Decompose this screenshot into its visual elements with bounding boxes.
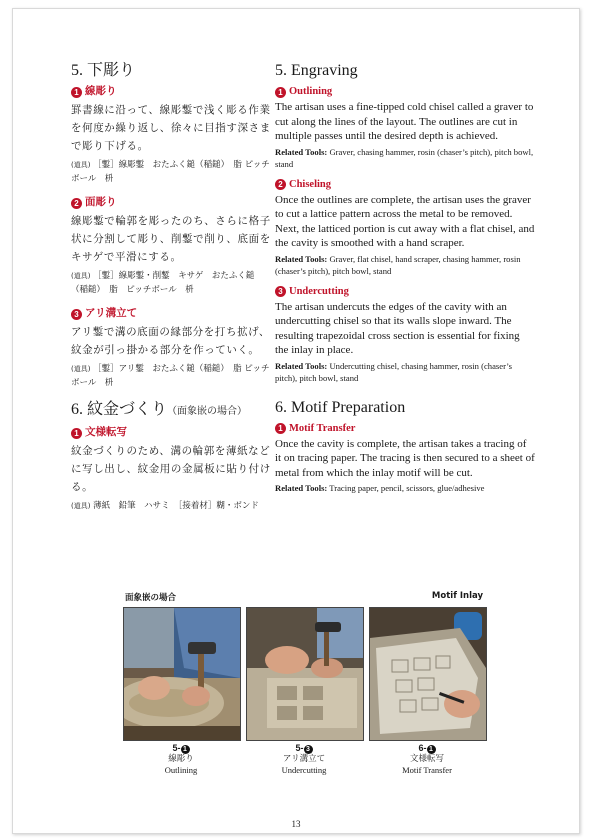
photo-strip <box>123 591 485 787</box>
section-5-title-ja: 5. 下彫り <box>71 62 136 79</box>
undercutting-body-ja: アリ鏨で溝の底面の縁部分を打ち拡げ、紋金が引っ掛かる部分を作っていく。 <box>71 326 270 356</box>
caption-left: 面象嵌の場合 <box>125 593 177 603</box>
page <box>12 8 580 834</box>
outlining-body-ja: 罫書線に沿って、線彫鏨で浅く彫る作業を何度か繰り返し、徐々に目指す深さまで彫り下げる。 <box>71 104 271 152</box>
step-number-badge: 3 <box>304 745 313 754</box>
photo-undercutting-illustration <box>247 608 363 740</box>
undercutting-tools-en: Related Tools: Undercutting chisel, chasing hammer, rosin (chaser’s pitch), pitch bowl, stand <box>275 360 512 383</box>
photo-label-motif-transfer: 6- 1 文様転写 Motif Transfer <box>402 743 452 775</box>
chiseling-body-en: Once the outlines are complete, the artisan uses the graver to cut a lattice pattern across the metal to be removed. Next, the latticed portion is cut away with a flat chisel, and the cavity is smoothed with a hand scraper. <box>275 193 535 249</box>
step-number-badge: 1 <box>71 87 82 98</box>
chiseling-heading-en <box>275 178 535 192</box>
motif-transfer-tools-en: Related Tools: Tracing paper, pencil, scissors, glue/adhesive <box>275 483 485 493</box>
photo-motif-transfer-illustration <box>370 608 486 740</box>
photo-outlining-illustration <box>124 608 240 740</box>
step-number-badge: 3 <box>275 286 286 297</box>
undercutting-heading-en <box>275 285 535 299</box>
chiseling-label-ja: 面彫り <box>85 197 117 208</box>
step-number-badge: 1 <box>181 745 190 754</box>
motif-transfer-label-ja: 文様転写 <box>85 427 127 438</box>
japanese-column <box>71 61 271 523</box>
step-number-badge: 1 <box>71 428 82 439</box>
chiseling-body-ja: 線彫鏨で輪郭を彫ったのち、さらに格子状に分割して彫り、削鏨で削り、底面をキサゲで平滑にする。 <box>71 215 271 263</box>
section-5-title-en: 5. Engraving <box>275 62 358 79</box>
step-number-badge: 1 <box>275 423 286 434</box>
motif-transfer-heading-ja <box>71 426 271 440</box>
english-column <box>275 61 535 502</box>
chiseling-label-en: Chiseling <box>289 178 332 190</box>
outlining-label-en: Outlining <box>289 86 333 97</box>
undercutting-label-en: Undercutting <box>289 285 349 297</box>
photo-strip-caption <box>123 591 485 605</box>
caption-right: Motif Inlay <box>431 591 483 601</box>
motif-transfer-tools-ja: (道具) 薄紙 鉛筆 ハサミ ［接着材］糊・ボンド <box>71 501 259 511</box>
photo-row <box>123 607 485 739</box>
photo-label-outlining: 5- 1 線彫り Outlining <box>164 743 198 775</box>
undercutting-tools-ja: (道具) ［鏨］アリ鏨 おたふく鎚（稲鎚） 脂 ピッチボール 枡 <box>71 364 270 388</box>
photo-labels <box>123 743 485 787</box>
outlining-heading-en <box>275 85 535 99</box>
motif-transfer-body-en: Once the cavity is complete, the artisan takes a tracing of it on tracing paper. The tracing is then secured to a sheet of metal from which the inlay motif will be cut. <box>275 437 535 479</box>
step-number-badge: 2 <box>275 179 286 190</box>
chiseling-tools-ja: (道具) ［鏨］線彫鏨・削鏨 キサゲ おたふく鎚（稲鎚） 脂 ピッチボール 枡 <box>71 271 255 295</box>
outlining-tools-en: Related Tools: Graver, chasing hammer, rosin (chaser’s pitch), pitch bowl, stand <box>275 146 534 169</box>
step-number-badge: 2 <box>71 198 82 209</box>
step-number-badge: 3 <box>71 309 82 320</box>
step-number-badge: 1 <box>275 87 286 98</box>
undercutting-body-en: The artisan undercuts the edges of the cavity with an undercutting chisel so that its walls slope inward. The resulting trapezoidal cross section is essential for fixing the inlay in place. <box>275 300 520 356</box>
section-6-title-ja: 6. 紋金づくり（面象嵌の場合） <box>71 401 248 418</box>
outlining-tools-ja: (道具) ［鏨］線彫鏨 おたふく鎚（稲鎚） 脂 ピッチボール 枡 <box>71 160 270 184</box>
chiseling-heading-ja <box>71 196 271 210</box>
motif-transfer-body-ja: 紋金づくりのため、溝の輪郭を薄紙などに写し出し、紋金用の金属板に貼り付ける。 <box>71 445 271 493</box>
section-6-title-en: 6. Motif Preparation <box>275 398 406 416</box>
photo-motif-transfer <box>369 607 487 741</box>
outlining-label-ja: 線彫り <box>85 86 117 97</box>
undercutting-heading-ja <box>71 307 271 321</box>
outlining-heading-ja <box>71 85 271 99</box>
motif-transfer-label-en: Motif Transfer <box>289 422 356 434</box>
page-number: 13 <box>291 819 301 829</box>
photo-label-undercutting: 5- 3 アリ溝立て Undercutting <box>281 743 327 775</box>
outlining-body-en: The artisan uses a fine-tipped cold chisel called a graver to cut along the lines of the layout. The outlines are cut in multiple passes until the desired depth is achieved. <box>275 101 534 142</box>
chiseling-tools-en: Related Tools: Graver, flat chisel, hand scraper, chasing hammer, rosin (chaser’s pitch), pitch bowl, stand <box>275 253 521 276</box>
undercutting-label-ja: アリ溝立て <box>85 308 138 319</box>
photo-undercutting <box>246 607 364 741</box>
motif-transfer-heading-en <box>275 422 535 436</box>
photo-outlining <box>123 607 241 741</box>
step-number-badge: 1 <box>427 745 436 754</box>
